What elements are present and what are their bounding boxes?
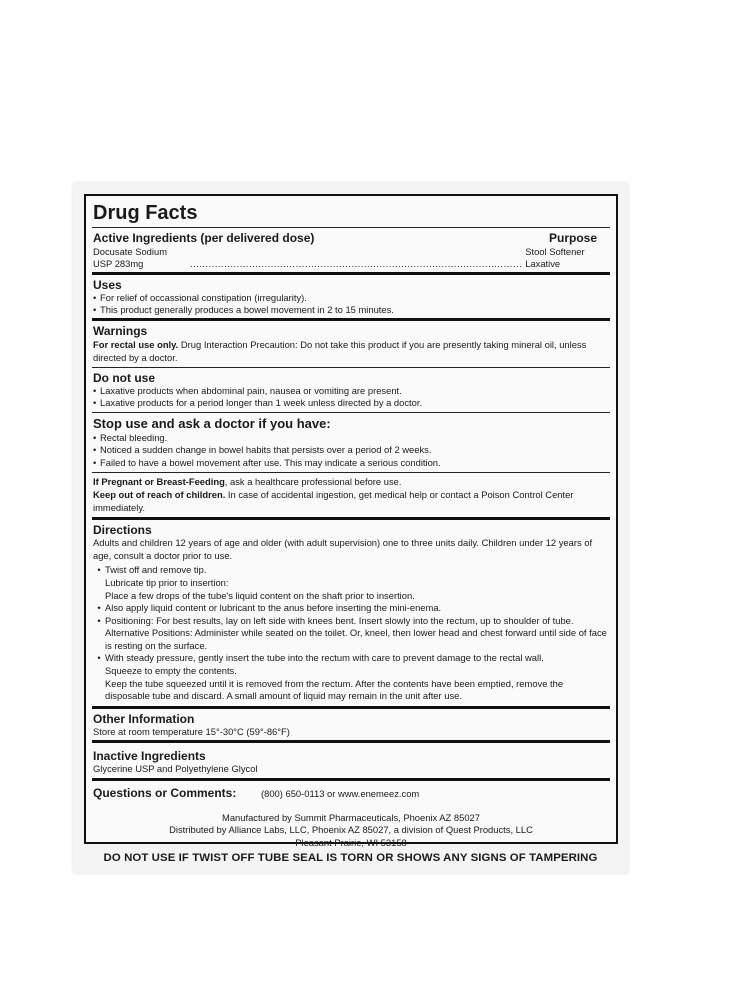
drug-facts-panel: [84, 194, 618, 848]
storage-text: Store at room temperature 15°-30°C (59°-86°F): [93, 725, 290, 737]
list-item: • Laxative products when abdominal pain, nausea or vomiting are present.: [93, 385, 402, 397]
list-item: • Noticed a sudden change in bowel habits that persists over a period of 2 weeks.: [93, 444, 432, 456]
purpose-heading: Purpose: [548, 231, 597, 245]
inactive-ingredients-section: [92, 740, 610, 778]
manufacturer-line: Manufactured by Summit Pharmaceuticals, Phoenix AZ 85027: [222, 812, 480, 824]
list-item: • For relief of occassional constipation (irregularity).: [93, 292, 307, 304]
pregnancy-children-section: [92, 472, 610, 517]
questions-section: [92, 778, 610, 852]
direction-subtext: Lubricate tip prior to insertion:: [105, 576, 229, 588]
tamper-warning: DO NOT USE IF TWIST OFF TUBE SEAL IS TORN OR SHOWS ANY SIGNS OF TAMPERING: [103, 852, 598, 864]
stop-use-heading: Stop use and ask a doctor if you have:: [93, 415, 331, 431]
active-ingredient: Docusate Sodium USP 283mg: [93, 246, 167, 269]
questions-heading: Questions or Comments:: [93, 786, 237, 801]
list-item: • With steady pressure, gently insert the tube into the rectum with care to prevent damage to the rectal wall.: [97, 652, 544, 664]
uses-heading: Uses: [93, 278, 122, 293]
pregnancy-warning: If Pregnant or Breast-Feeding, ask a healthcare professional before use.: [93, 476, 402, 488]
drug-facts-title: Drug Facts: [93, 202, 198, 224]
directions-intro: Adults and children 12 years of age and older (with adult supervision) one to three units daily. Children under 12 years of age, consult a doctor prior to use.: [93, 537, 593, 561]
active-ingredients-heading: Active Ingredients (per delivered dose): [93, 231, 315, 245]
inactive-ingredients-heading: Inactive Ingredients: [93, 749, 206, 764]
list-item: • Laxative products for a period longer than 1 week unless directed by a doctor.: [93, 396, 423, 408]
active-ingredients-section: [92, 227, 610, 272]
uses-section: [92, 272, 610, 318]
contact-info: (800) 650-0113 or www.enemeez.com: [261, 788, 420, 800]
list-item: • Positioning: For best results, lay on left side with knees bent. Insert slowly into the rectum, up to shoulder of tube.: [97, 614, 574, 626]
other-information-section: [92, 706, 610, 741]
other-information-heading: Other Information: [93, 711, 195, 726]
warnings-heading: Warnings: [93, 324, 148, 339]
manufacturer-info: [93, 812, 609, 849]
warnings-text: For rectal use only. Drug Interaction Precaution: Do not take this product if you are presently taking mineral oil, unless directed by a doctor.: [93, 339, 587, 364]
inactive-ingredients-text: Glycerine USP and Polyethylene Glycol: [93, 763, 258, 775]
do-not-use-section: [92, 367, 610, 411]
direction-subtext: Keep the tube squeezed until it is removed from the rectum. After the contents have been emptied, remove the disposable tube and discard. A small amount of liquid may remain in the unit after use.: [105, 677, 564, 702]
list-item: • Twist off and remove tip.: [97, 564, 207, 576]
list-item: • This product generally produces a bowel movement in 2 to 15 minutes.: [93, 303, 394, 315]
direction-subtext: Alternative Positions: Administer while seated on the toilet. Or, kneel, then lower head and chest forward until side of face is resting on the surface.: [105, 627, 607, 651]
children-warning: Keep out of reach of children. In case of accidental ingestion, get medical help or contact a Poison Control Center immediately.: [93, 488, 574, 513]
directions-heading: Directions: [93, 523, 152, 538]
distributor-line: Distributed by Alliance Labs, LLC, Phoenix AZ 85027, a division of Quest Products, LLC: [169, 824, 533, 836]
dot-leader: ...........................................................................................................: [190, 257, 523, 269]
stop-use-section: [92, 412, 610, 473]
distributor-address: Pleasant Prairie, WI 53158: [295, 836, 407, 848]
list-item: • Failed to have a bowel movement after use. This may indicate a serious condition.: [93, 456, 441, 468]
list-item: • Rectal bleeding.: [93, 431, 168, 443]
list-item: • Also apply liquid content or lubricant to the anus before inserting the mini-enema.: [97, 602, 442, 614]
direction-subtext: Squeeze to empty the contents.: [105, 665, 237, 677]
active-purpose: Stool Softener Laxative: [525, 246, 585, 269]
warnings-section: [92, 318, 610, 367]
do-not-use-heading: Do not use: [93, 371, 155, 386]
direction-subtext: Place a few drops of the tube's liquid content on the shaft prior to insertion.: [105, 589, 415, 601]
directions-section: [92, 517, 610, 706]
